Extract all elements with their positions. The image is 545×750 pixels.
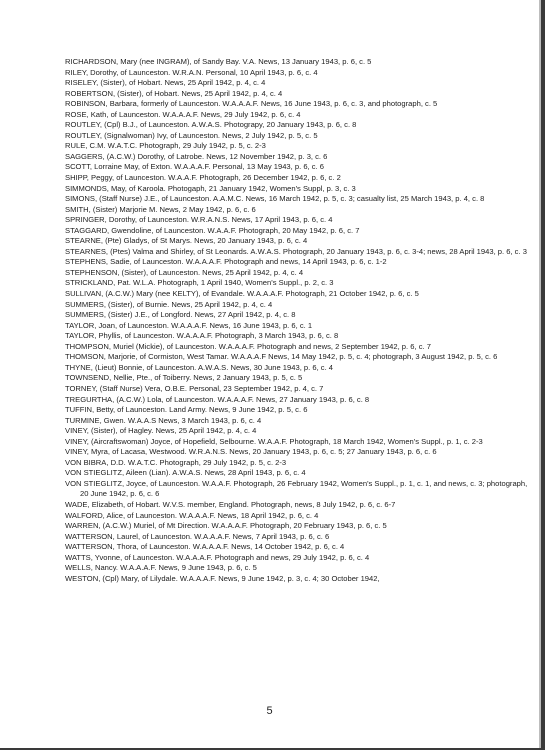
index-entry: RISELEY, (Sister), of Hobart. News, 25 April 1942, p. 4, c. 4 (65, 78, 266, 88)
index-entry: SAGGERS, (A.C.W.) Dorothy, of Latrobe. News, 12 November 1942, p. 3, c. 6 (65, 151, 328, 161)
index-entry: SHIPP, Peggy, of Launceston. W.A.A.F. Photograph, 26 December 1942, p. 6, c. 2 (65, 173, 341, 183)
index-entry: THYNE, (Lieut) Bonnie, of Launceston. A.W.A.S. News, 30 June 1943, p. 6, c. 4 (65, 362, 334, 372)
index-entry: TURMINE, Gwen. W.A.A.S News, 3 March 1943, p. 6, c. 4 (65, 415, 262, 425)
index-entry: TAYLOR, Joan, of Launceston. W.A.A.A.F. News, 16 June 1943, p. 6, c. 1 (65, 320, 313, 330)
index-entry: WELLS, Nancy. W.A.A.A.F. News, 9 June 1943, p. 6, c. 5 (65, 563, 257, 573)
index-entry: WADE, Elizabeth, of Hobart. W.V.S. member, England. Photograph, news, 8 July 1942, p. 6, c. 6-7 (65, 499, 396, 509)
index-entry: WALFORD, Alice, of Launceston. W.A.A.A.F. News, 18 April 1942, p. 6, c. 4 (65, 510, 319, 520)
index-entry: ROUTLEY, (Cpl) B.J., of Launceston. A.W.A.S. Photograpy, 20 January 1943, p. 6, c. 8 (65, 120, 357, 130)
index-entry: SPRINGER, Dorothy, of Launceston. W.R.A.N.S. News, 17 April 1943, p. 6, c. 4 (65, 215, 333, 225)
index-entry: THOMSON, Marjorie, of Cormiston, West Tamar. W.A.A.A.F News, 14 May 1942, p. 5, c. 4; photograph, 3 August 1942, p. 5, c. 6 (65, 352, 498, 362)
index-entry: ROUTLEY, (Signalwoman) Ivy, of Launceston. News, 2 July 1942, p. 5, c. 5 (65, 130, 318, 140)
index-entry: VINEY, Myra, of Lacasa, Westwood. W.R.A.N.S. News, 20 January 1943, p. 6, c. 5; 27 January 1943, p. 6, c. 6 (65, 447, 437, 457)
index-entry: ROBERTSON, (Sister), of Hobart. News, 25 April 1942, p. 4, c. 4 (65, 88, 283, 98)
index-entry: WATTERSON, Laurel, of Launceston. W.A.A.A.F. News, 7 April 1943, p. 6, c. 6 (65, 531, 330, 541)
index-entry: WESTON, (Cpl) Mary, of Lilydale. W.A.A.A.F. News, 9 June 1942, p. 3, c. 4; 30 October 1942, (65, 573, 380, 583)
index-entry: STEARNE, (Pte) Gladys, of St Marys. News, 20 January 1943, p. 6, c. 4 (65, 236, 308, 246)
index-entry: STEPHENS, Sadie, of Launceston. W.A.A.A.F. Photograph and news, 14 April 1943, p. 6, c. 1-2 (65, 257, 387, 267)
index-entry: STEPHENSON, (Sister), of Launceston. News, 25 April 1942, p. 4, c. 4 (65, 267, 304, 277)
index-entry: VINEY, (Aircraftswoman) Joyce, of Hopefield, Selbourne. W.A.A.F. Photograph, 18 March 1942, Women's Suppl., p. 1, c. 2-3 (65, 436, 483, 446)
index-entry: SULLIVAN, (A.C.W.) Mary (nee KELTY), of Evandale. W.A.A.A.F. Photograph, 21 October 1942, p. 6, c. 5 (65, 289, 419, 299)
index-entry: STEARNES, (Ptes) Valma and Shirley, of St Leonards. A.W.A.S. Photograph, 20 January 1943, p. 6, c. 3-4; news, 28 April 1943, p. 6, c. 3 (65, 246, 527, 256)
index-entry: TAYLOR, Phyllis, of Launceston. W.A.A.A.F. Photograph, 3 March 1943, p. 6, c. 8 (65, 331, 339, 341)
index-entry: RICHARDSON, Mary (nee INGRAM), of Sandy Bay. V.A. News, 13 January 1943, p. 6, c. 5 (65, 57, 372, 66)
index-entry: THOMPSON, Muriel (Mickie), of Launceston. W.A.A.A.F. Photograph and news, 2 September 1942, p. 6, c. 7 (65, 341, 431, 351)
index-entry: STRICKLAND, Pat. W.L.A. Photograph, 1 April 1940, Women's Suppl., p. 2, c. 3 (65, 278, 334, 288)
index-entry: VON BIBRA, D.D. W.A.T.C. Photograph, 29 July 1942, p. 5, c. 2-3 (65, 457, 287, 467)
index-entry: SUMMERS, (Sister), of Burnie. News, 25 April 1942, p. 4, c. 4 (65, 299, 273, 309)
index-entry: TREGURTHA, (A.C.W.) Lola, of Launceston. W.A.A.A.F. News, 27 January 1943, p. 6, c. 8 (65, 394, 370, 404)
index-entry: ROSE, Kath, of Launceston. W.A.A.A.F. News, 29 July 1942, p. 6, c. 4 (65, 109, 301, 119)
index-entry: SIMMONDS, May, of Karoola. Photogaph, 21 January 1942, Women's Suppl, p. 3, c. 3 (65, 183, 356, 193)
index-entry: VON STIEGLITZ, Aileen (Lian). A.W.A.S. News, 28 April 1943, p. 6, c. 4 (65, 468, 306, 478)
index-entry: SCOTT, Lorraine May, of Exton. W.A.A.A.F. Personal, 13 May 1943, p. 6, c. 6 (65, 162, 325, 172)
index-entry: ROBINSON, Barbara, formerly of Launceston. W.A.A.A.F. News, 16 June 1943, p. 6, c. 3, and photograph, c. 5 (65, 99, 438, 109)
index-entry-list (65, 57, 537, 584)
index-entry: TORNEY, (Staff Nurse) Vera, O.B.E. Personal, 23 September 1942, p. 4, c. 7 (65, 383, 324, 393)
index-entry: TUFFIN, Betty, of Launceston. Land Army. News, 9 June 1942, p. 5, c. 6 (65, 405, 308, 415)
page-number: 5 (266, 705, 273, 717)
index-entry: SUMMERS, (Sister) J.E., of Longford. News, 27 April 1942, p. 4, c. 8 (65, 310, 296, 320)
index-entry: STAGGARD, Gwendoline, of Launceston. W.A.A.F. Photograph, 20 May 1942, p. 6, c. 7 (65, 225, 360, 235)
index-entry: RILEY, Dorothy, of Launceston. W.R.A.N. Personal, 10 April 1943, p. 6, c. 4 (65, 67, 318, 77)
index-entry: RULE, C.M. W.A.T.C. Photograph, 29 July 1942, p. 5, c. 2-3 (65, 141, 266, 151)
index-entry: VINEY, (Sister), of Hagley. News, 25 April 1942, p. 4, c. 4 (65, 426, 257, 436)
index-entry: SMITH, (Sister) Marjorie M. News, 2 May 1942, p. 6, c. 6 (65, 204, 256, 214)
index-entry: SIMONS, (Staff Nurse) J.E., of Launceston. A.A.M.C. News, 16 March 1942, p. 5, c. 3; casualty list, 25 March 1943, p. 4, c. 8 (65, 194, 485, 204)
index-entry: WARREN, (A.C.W.) Muriel, of Mt Direction. W.A.A.A.F. Photograph, 20 February 1943, p. 6, c. 5 (65, 521, 387, 531)
index-entry: WATTS, Yvonne, of Launceston. W.A.A.A.F. Photograph and news, 29 July 1942, p. 6, c. 4 (65, 552, 370, 562)
index-entry: WATTERSON, Thora, of Launceston. W.A.A.A.F. News, 14 October 1942, p. 6, c. 4 (65, 542, 345, 552)
index-entry: TOWNSEND, Nellie, Pte., of Toiberry. News, 2 January 1943, p. 5, c. 5 (65, 373, 303, 383)
index-entry: VON STIEGLITZ, Joyce, of Launceston. W.A.A.F. Photograph, 26 February 1942, Women's Suppl., p. 1, c. 1, and news, c. 3; photograph, 20 June 1942, p. 6, c. 6 (65, 478, 528, 499)
